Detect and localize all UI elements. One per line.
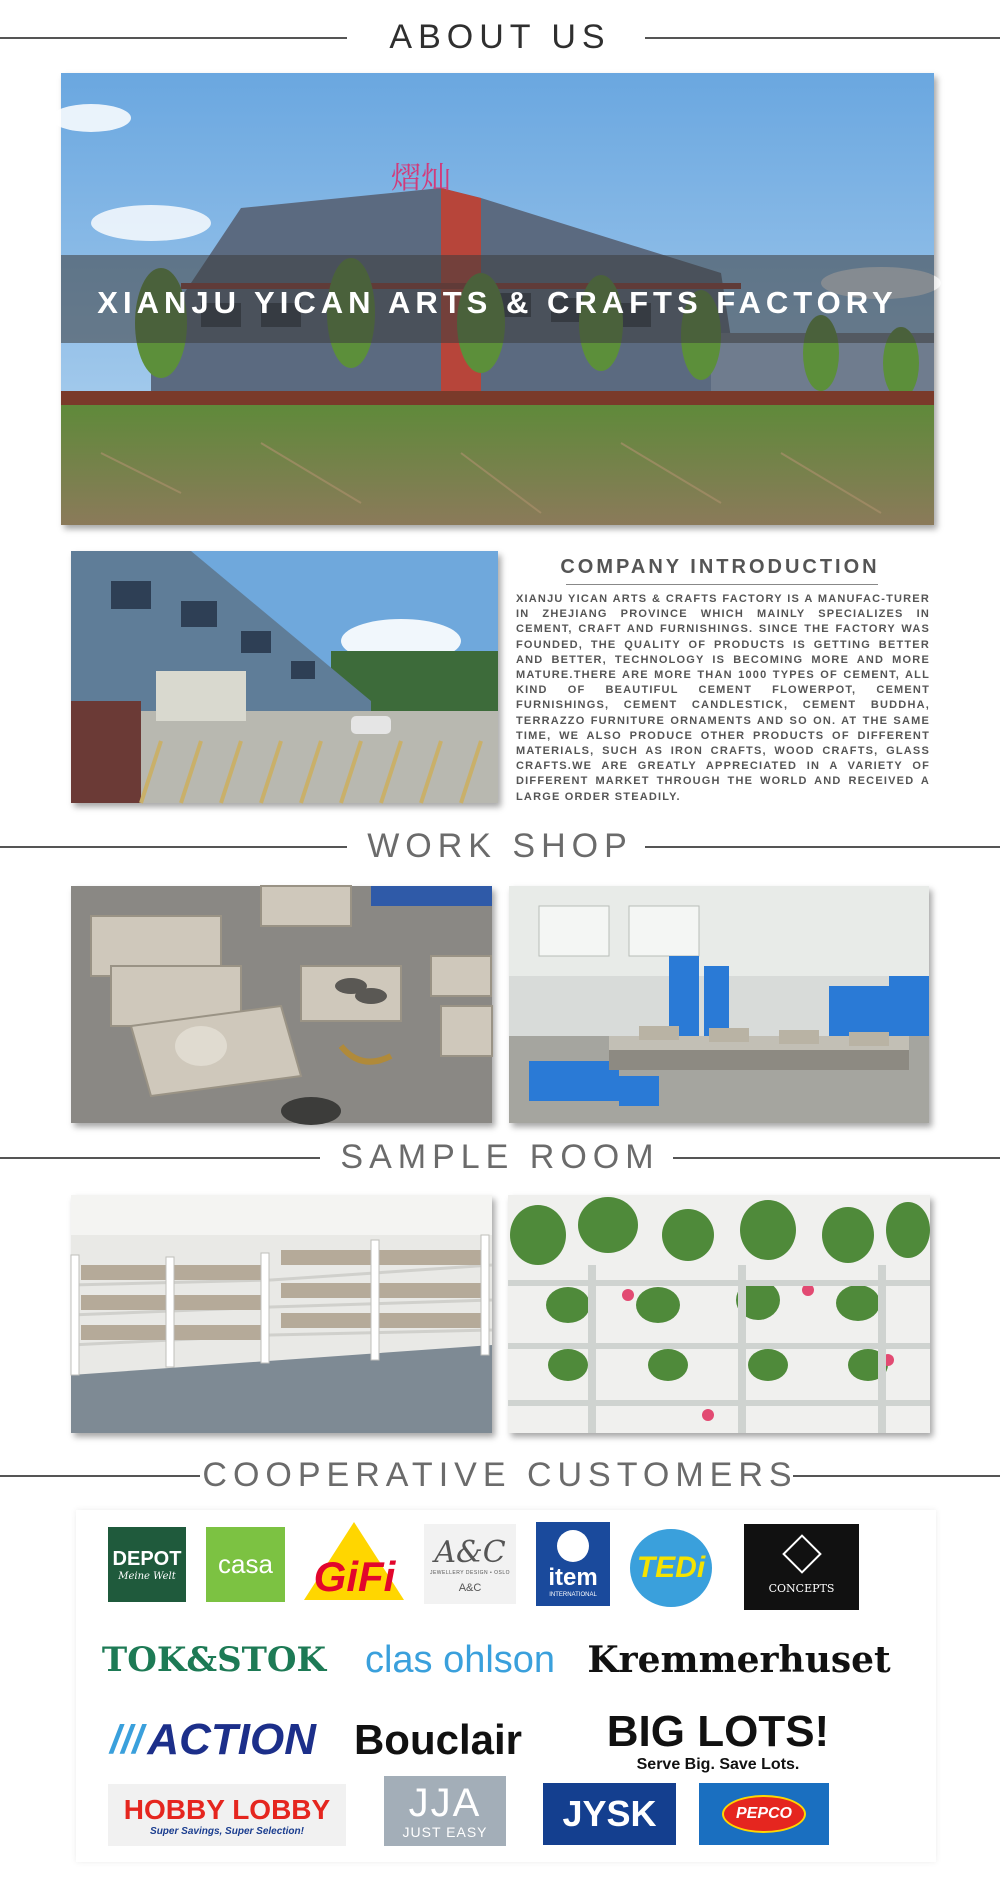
logo-tedi bbox=[630, 1529, 712, 1607]
hobby-tag: Super Savings, Super Selection! bbox=[150, 1825, 304, 1837]
logo-concepts bbox=[744, 1524, 859, 1610]
logo-action bbox=[108, 1708, 318, 1772]
action-stripes-icon: /// bbox=[110, 1717, 144, 1762]
sample-room-photo-shelves bbox=[71, 1195, 492, 1433]
hero-factory-photo bbox=[61, 73, 934, 525]
logo-item bbox=[536, 1522, 610, 1606]
pepco-badge bbox=[722, 1795, 806, 1833]
logo-clas-ohlson bbox=[344, 1632, 576, 1688]
ac-name: A&C bbox=[434, 1534, 506, 1570]
logo-bouclair bbox=[338, 1708, 538, 1772]
item-name: item bbox=[548, 1564, 598, 1591]
item-icon bbox=[557, 1530, 589, 1562]
company-intro-text: XIANJU YICAN ARTS & CRAFTS FACTORY IS A MANUFAC-TURER IN ZHEJIANG PROVINCE WHICH MAINLY SPECIALIZES IN CEMENT, CRAFT AND FURNISHINGS. SINCE THE FACTORY WAS FOUNDED, THE QUALITY OF PRODUCTS IS GETTING BETTER AND BETTER, TECHNOLOGY IS BECOMING MORE AND MORE MATURE.THERE ARE MORE THAN 1000 TYPES OF CEMENT, ALL KIND OF BEAUTIFUL CEMENT FLOWERPOT, CEMENT FURNISHINGS, CEMENT CANDLESTICK, CEMENT BUDDHA, TERRAZZO FURNITURE ORNAMENTS AND SO ON. AT THE SAME TIME, WE ALSO PRODUCE OTHER PRODUCTS OF DIFFERENT MATERIALS, SUCH AS IRON CRAFTS, WOOD CRAFTS, GLASS CRAFTS.WE ARE GREATLY APPRECIATED IN A VARIETY OF DIFFERENT MARKET THROUGH THE WORLD AND RECEIVED A LARGE ORDER STEADILY. bbox=[516, 593, 930, 803]
pepco-name: PEPCO bbox=[735, 1805, 792, 1822]
logo-hobby-lobby bbox=[108, 1784, 346, 1846]
customer-logos-panel bbox=[76, 1510, 936, 1862]
depot-name: DEPOT bbox=[112, 1547, 182, 1570]
casa-name: casa bbox=[218, 1549, 273, 1579]
jja-tag: JUST EASY bbox=[402, 1824, 488, 1840]
diamond-icon bbox=[782, 1534, 822, 1574]
ac-sub: JEWELLERY DESIGN • OSLO bbox=[429, 1569, 511, 1576]
company-building-photo bbox=[71, 551, 498, 803]
work-shop-header bbox=[0, 826, 1000, 866]
depot-tag: Meine Welt bbox=[118, 1570, 176, 1582]
bouclair-name: Bouclair bbox=[353, 1716, 523, 1763]
logo-pepco bbox=[699, 1783, 829, 1845]
about-us-title: ABOUT US bbox=[389, 18, 611, 56]
work-shop-title: WORK SHOP bbox=[367, 827, 633, 865]
action-name: ACTION bbox=[147, 1715, 316, 1764]
jysk-name: JYSK bbox=[562, 1793, 657, 1834]
hero-title: XIANJU YICAN ARTS & CRAFTS FACTORY bbox=[97, 285, 898, 320]
biglots-tag: Serve Big. Save Lots. bbox=[636, 1756, 800, 1773]
sample-room-header bbox=[0, 1137, 1000, 1177]
logo-jja bbox=[384, 1776, 506, 1846]
logo-casa bbox=[206, 1527, 285, 1602]
logo-gifi bbox=[302, 1520, 407, 1602]
logo-ac bbox=[424, 1524, 516, 1604]
logo-biglots bbox=[604, 1700, 832, 1782]
about-us-header bbox=[0, 17, 1000, 57]
sample-room-photo-plants bbox=[508, 1195, 930, 1433]
customers-header bbox=[0, 1455, 1000, 1495]
logo-kremmerhuset bbox=[587, 1634, 891, 1686]
ac-bottom: A&C bbox=[458, 1581, 482, 1594]
item-sub: INTERNATIONAL bbox=[549, 1592, 597, 1598]
gifi-name: GiFi bbox=[313, 1553, 396, 1600]
clas-name: clas ohlson bbox=[364, 1638, 556, 1681]
workshop-photo-floor bbox=[509, 886, 929, 1123]
customers-title: COOPERATIVE CUSTOMERS bbox=[202, 1456, 798, 1494]
workshop-photo-molds bbox=[71, 886, 492, 1123]
biglots-name: BIG LOTS! bbox=[606, 1707, 830, 1756]
intro-underline bbox=[566, 584, 878, 585]
logo-jysk bbox=[543, 1783, 676, 1845]
company-intro-title: COMPANY INTRODUCTION bbox=[560, 556, 880, 578]
factory-sign: 熠灿 bbox=[391, 161, 451, 196]
sample-room-title: SAMPLE ROOM bbox=[340, 1138, 660, 1176]
concepts-name: CONCEPTS bbox=[768, 1581, 835, 1595]
jja-name: JJA bbox=[408, 1781, 482, 1825]
kremmer-name: Kremmerhuset bbox=[587, 1639, 891, 1681]
logo-depot bbox=[108, 1527, 186, 1602]
tokstok-name: TOK&STOK bbox=[101, 1640, 327, 1680]
hobby-name: HOBBY LOBBY bbox=[123, 1793, 331, 1825]
tedi-name: TEDi bbox=[636, 1551, 706, 1584]
logo-tokstok bbox=[101, 1634, 327, 1686]
